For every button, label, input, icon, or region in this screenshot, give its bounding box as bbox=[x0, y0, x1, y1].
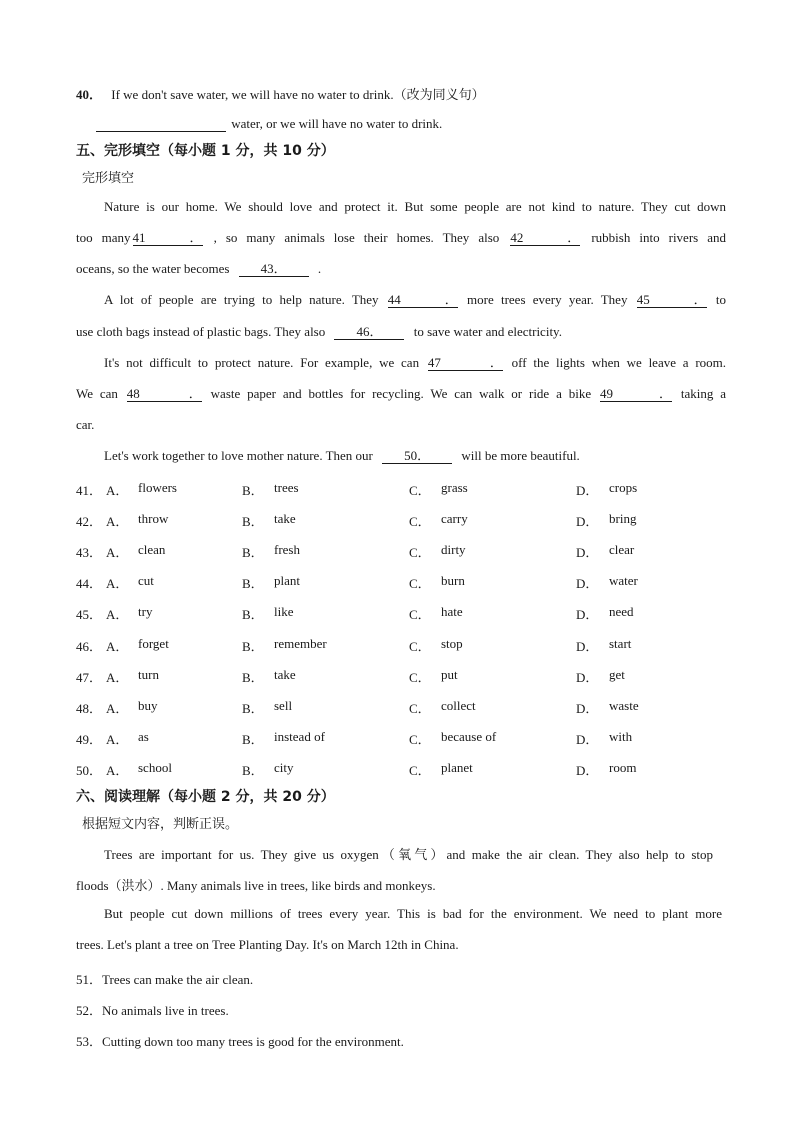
blank-47[interactable]: 47． bbox=[427, 355, 503, 370]
option-c-text[interactable]: burn bbox=[441, 573, 465, 588]
option-d-text[interactable]: room bbox=[609, 760, 637, 775]
question-number: 45． bbox=[76, 607, 103, 622]
option-letter-c: C． bbox=[409, 763, 431, 778]
option-letter-a: A． bbox=[106, 701, 129, 716]
option-letter-a: A． bbox=[106, 607, 129, 622]
option-letter-a: A． bbox=[106, 514, 129, 529]
option-b-text[interactable]: city bbox=[274, 760, 294, 775]
option-letter-b: B． bbox=[242, 514, 264, 529]
option-a-text[interactable]: forget bbox=[138, 636, 169, 651]
option-b-text[interactable]: take bbox=[274, 667, 296, 682]
option-c-text[interactable]: grass bbox=[441, 480, 468, 495]
option-a-text[interactable]: flowers bbox=[138, 480, 177, 495]
option-letter-c: C． bbox=[409, 639, 431, 654]
cloze-para2-line2 bbox=[76, 324, 562, 340]
option-a-text[interactable]: throw bbox=[138, 511, 169, 526]
question-number: 50． bbox=[76, 763, 103, 778]
section-5-heading: 五、完形填空（每小题 1 分，共 10 分） bbox=[76, 143, 335, 159]
cloze-text: off the lights when we leave a room. bbox=[511, 355, 727, 370]
reading-para1-line2: floods（洪水）. Many animals live in trees, like birds and monkeys. bbox=[76, 878, 436, 893]
option-b-text[interactable]: trees bbox=[274, 480, 299, 495]
question-40-answer-blank[interactable] bbox=[96, 117, 226, 132]
option-d-text[interactable]: crops bbox=[609, 480, 638, 495]
option-letter-a: A． bbox=[106, 639, 129, 654]
cloze-text: It's not difficult to protect nature. For example, we can bbox=[104, 355, 420, 370]
option-a-text[interactable]: cut bbox=[138, 573, 154, 588]
reading-para2-line2: trees. Let's plant a tree on Tree Planting Day. It's on March 12th in China. bbox=[76, 937, 459, 952]
cloze-text: waste paper and bottles for recycling. We can walk or ride a bike bbox=[210, 386, 592, 401]
cloze-para1-line1: Nature is our home. We should love and protect it. But some people are not kind to nature. They cut down bbox=[104, 199, 726, 214]
option-letter-c: C． bbox=[409, 514, 431, 529]
option-c-text[interactable]: carry bbox=[441, 511, 468, 526]
option-letter-d: D． bbox=[576, 514, 599, 529]
option-letter-b: B． bbox=[242, 607, 264, 622]
cloze-para3-line2 bbox=[76, 386, 726, 402]
reading-para2-line1: But people cut down millions of trees every year. This is bad for the environment. We need to plant more bbox=[104, 906, 722, 921]
option-letter-b: B． bbox=[242, 545, 264, 560]
option-letter-c: C． bbox=[409, 545, 431, 560]
section-5-subheading: 完形填空 bbox=[82, 171, 135, 186]
cloze-para4-line1 bbox=[104, 448, 580, 464]
blank-44[interactable]: 44． bbox=[387, 292, 458, 307]
option-c-text[interactable]: hate bbox=[441, 604, 463, 619]
option-b-text[interactable]: remember bbox=[274, 636, 327, 651]
option-c-text[interactable]: because of bbox=[441, 729, 497, 744]
option-c-text[interactable]: stop bbox=[441, 636, 463, 651]
option-letter-b: B． bbox=[242, 639, 264, 654]
question-number: 47． bbox=[76, 670, 103, 685]
option-c-text[interactable]: collect bbox=[441, 698, 476, 713]
question-number: 42． bbox=[76, 514, 103, 529]
option-d-text[interactable]: start bbox=[609, 636, 632, 651]
option-a-text[interactable]: school bbox=[138, 760, 172, 775]
cloze-text: to bbox=[715, 292, 727, 307]
section-6-heading: 六、阅读理解（每小题 2 分，共 20 分） bbox=[76, 789, 335, 805]
option-d-text[interactable]: waste bbox=[609, 698, 639, 713]
option-a-text[interactable]: as bbox=[138, 729, 149, 744]
cloze-text: , so many animals lose their homes. They also bbox=[213, 230, 500, 245]
question-number: 43． bbox=[76, 545, 103, 560]
option-letter-b: B． bbox=[242, 670, 264, 685]
option-letter-c: C． bbox=[409, 732, 431, 747]
cloze-para3-line3: car. bbox=[76, 417, 95, 432]
question-40-answer-tail: water, or we will have no water to drink. bbox=[231, 116, 443, 131]
cloze-text: A lot of people are trying to help nature. They bbox=[104, 292, 379, 307]
blank-41[interactable]: 41． bbox=[132, 230, 203, 245]
cloze-text: to save water and electricity. bbox=[413, 324, 562, 339]
cloze-text: use cloth bags instead of plastic bags. They also bbox=[76, 324, 326, 339]
option-letter-c: C． bbox=[409, 670, 431, 685]
option-letter-b: B． bbox=[242, 576, 264, 591]
question-number: 48． bbox=[76, 701, 103, 716]
question-40-sentence: If we don't save water, we will have no water to drink.（改为同义句） bbox=[111, 87, 485, 102]
cloze-text: will be more beautiful. bbox=[461, 448, 580, 463]
option-letter-d: D． bbox=[576, 483, 599, 498]
cloze-text: We can bbox=[76, 386, 118, 401]
blank-48[interactable]: 48． bbox=[126, 386, 202, 401]
option-letter-a: A． bbox=[106, 763, 129, 778]
option-b-text[interactable]: instead of bbox=[274, 729, 325, 744]
true-false-item-53: 53．Cutting down too many trees is good for the environment. bbox=[76, 1034, 404, 1049]
cloze-text: too many bbox=[76, 230, 131, 245]
cloze-text: taking a bbox=[680, 386, 726, 401]
option-letter-c: C． bbox=[409, 576, 431, 591]
reading-para1-line1: Trees are important for us. They give us oxygen（氧气）and make the air clean. They also help to stop bbox=[104, 847, 713, 862]
question-number: 46． bbox=[76, 639, 103, 654]
blank-42[interactable]: 42． bbox=[510, 230, 581, 245]
option-letter-b: B． bbox=[242, 732, 264, 747]
option-b-text[interactable]: fresh bbox=[274, 542, 300, 557]
blank-46[interactable]: 46． bbox=[334, 325, 404, 340]
true-false-item-51: 51．Trees can make the air clean. bbox=[76, 972, 254, 987]
blank-50[interactable]: 50． bbox=[382, 449, 452, 464]
blank-49[interactable]: 49． bbox=[599, 386, 672, 401]
option-letter-c: C． bbox=[409, 607, 431, 622]
cloze-text: Let's work together to love mother nature. Then our bbox=[104, 448, 373, 463]
option-d-text[interactable]: clear bbox=[609, 542, 635, 557]
blank-43[interactable]: 43． bbox=[239, 262, 309, 277]
option-b-text[interactable]: take bbox=[274, 511, 296, 526]
option-letter-d: D． bbox=[576, 639, 599, 654]
cloze-text: more trees every year. They bbox=[467, 292, 628, 307]
option-a-text[interactable]: clean bbox=[138, 542, 166, 557]
option-d-text[interactable]: water bbox=[609, 573, 638, 588]
option-b-text[interactable]: like bbox=[274, 604, 294, 619]
option-letter-d: D． bbox=[576, 763, 599, 778]
option-c-text[interactable]: put bbox=[441, 667, 458, 682]
cloze-text: . bbox=[317, 261, 322, 276]
option-letter-d: D． bbox=[576, 607, 599, 622]
question-number: 49． bbox=[76, 732, 103, 747]
option-letter-b: B． bbox=[242, 763, 264, 778]
cloze-para1-line2 bbox=[76, 230, 726, 246]
option-letter-a: A． bbox=[106, 670, 129, 685]
option-letter-d: D． bbox=[576, 545, 599, 560]
cloze-text: oceans, so the water becomes bbox=[76, 261, 230, 276]
section-6-subheading: 根据短文内容，判断正误。 bbox=[82, 817, 239, 832]
option-d-text[interactable]: need bbox=[609, 604, 634, 619]
option-a-text[interactable]: try bbox=[138, 604, 153, 619]
cloze-para2-line1 bbox=[104, 292, 726, 308]
option-d-text[interactable]: bring bbox=[609, 511, 637, 526]
option-b-text[interactable]: plant bbox=[274, 573, 300, 588]
cloze-para1-line3 bbox=[76, 261, 321, 277]
option-letter-a: A． bbox=[106, 732, 129, 747]
option-letter-d: D． bbox=[576, 670, 599, 685]
option-letter-a: A． bbox=[106, 545, 129, 560]
option-letter-b: B． bbox=[242, 701, 264, 716]
option-c-text[interactable]: dirty bbox=[441, 542, 466, 557]
option-letter-c: C． bbox=[409, 701, 431, 716]
option-d-text[interactable]: get bbox=[609, 667, 625, 682]
option-letter-a: A． bbox=[106, 483, 129, 498]
option-letter-a: A． bbox=[106, 576, 129, 591]
option-c-text[interactable]: planet bbox=[441, 760, 473, 775]
option-letter-d: D． bbox=[576, 732, 599, 747]
option-letter-d: D． bbox=[576, 701, 599, 716]
blank-45[interactable]: 45． bbox=[636, 292, 707, 307]
option-a-text[interactable]: buy bbox=[138, 698, 158, 713]
option-letter-b: B． bbox=[242, 483, 264, 498]
option-letter-c: C． bbox=[409, 483, 431, 498]
cloze-para3-line1 bbox=[104, 355, 726, 371]
option-d-text[interactable]: with bbox=[609, 729, 633, 744]
option-b-text[interactable]: sell bbox=[274, 698, 293, 713]
option-letter-d: D． bbox=[576, 576, 599, 591]
question-number: 41． bbox=[76, 483, 103, 498]
question-40 bbox=[76, 84, 485, 103]
option-a-text[interactable]: turn bbox=[138, 667, 159, 682]
cloze-text: rubbish into rivers and bbox=[591, 230, 727, 245]
question-40-answer-line bbox=[94, 116, 442, 132]
question-40-number: 40． bbox=[76, 87, 103, 102]
question-number: 44． bbox=[76, 576, 103, 591]
true-false-item-52: 52．No animals live in trees. bbox=[76, 1003, 229, 1018]
